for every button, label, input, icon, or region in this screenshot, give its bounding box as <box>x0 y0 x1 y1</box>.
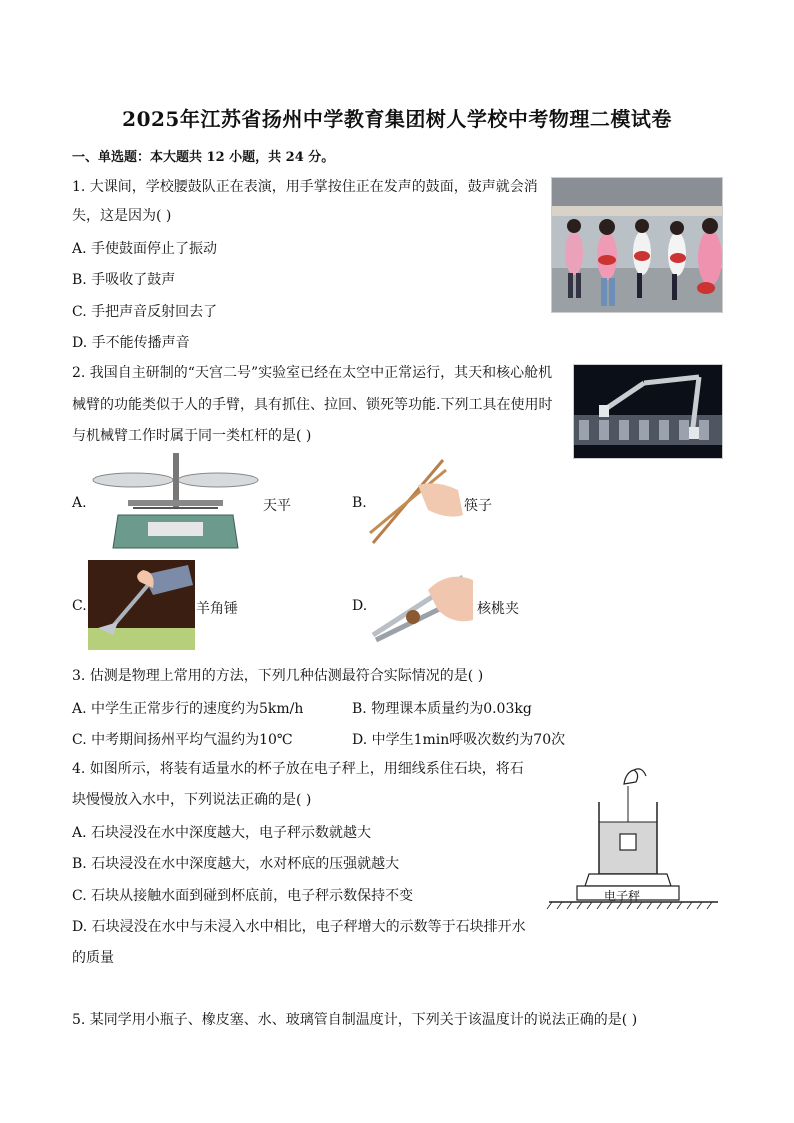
q2-option-b-label: 筷子 <box>464 498 492 514</box>
space-robot-arm-photo <box>573 364 723 459</box>
q2-option-c-letter: C. <box>72 598 87 614</box>
q4-option-b: B. 石块浸没在水中深度越大，水对杯底的压强就越大 <box>72 856 400 872</box>
chopsticks-image <box>368 455 464 550</box>
q4-line1: 4. 如图所示，将装有适量水的杯子放在电子秤上，用细线系住石块，将石 <box>72 761 524 777</box>
q3-option-d: D. 中学生1min呼吸次数约为70次 <box>352 732 566 748</box>
q4-option-d-continued: 的质量 <box>72 950 114 966</box>
q3-line1: 3. 估测是物理上常用的方法，下列几种估测最符合实际情况的是( ) <box>72 668 484 684</box>
q2-option-b-letter: B. <box>352 495 367 511</box>
q3-option-a: A. 中学生正常步行的速度约为5km/h <box>72 701 304 717</box>
q2-option-a-letter: A. <box>72 495 87 511</box>
claw-hammer-image <box>88 560 195 650</box>
q2-line2: 械臂的功能类似于人的手臂，具有抓住、拉回、锁死等功能.下列工具在使用时 <box>72 397 553 413</box>
section-heading: 一、单选题：本大题共 12 小题，共 24 分。 <box>72 150 335 165</box>
q2-option-d-label: 核桃夹 <box>477 601 519 617</box>
q1-line2: 失，这是因为( ) <box>72 208 172 224</box>
q1-option-b: B. 手吸收了鼓声 <box>72 272 176 288</box>
q4-option-a: A. 石块浸没在水中深度越大，电子秤示数就越大 <box>72 825 372 841</box>
q2-option-a-label: 天平 <box>263 498 291 514</box>
q4-option-d: D. 石块浸没在水中与未浸入水中相比，电子秤增大的示数等于石块排开水 <box>72 919 526 935</box>
drum-team-photo <box>551 177 723 313</box>
q2-line3: 与机械臂工作时属于同一类杠杆的是( ) <box>72 428 312 444</box>
balance-scale-image <box>88 450 263 553</box>
q4-line2: 块慢慢放入水中，下列说法正确的是( ) <box>72 792 312 808</box>
q1-option-a: A. 手使鼓面停止了振动 <box>72 241 218 257</box>
page-title: 2025年江苏省扬州中学教育集团树人学校中考物理二模试卷 <box>122 107 672 131</box>
q1-option-d: D. 手不能传播声音 <box>72 335 190 351</box>
q1-option-c: C. 手把声音反射回去了 <box>72 304 218 320</box>
q2-option-d-letter: D. <box>352 598 368 614</box>
q2-line1: 2. 我国自主研制的“天宫二号”实验室已经在太空中正常运行，其天和核心舱机 <box>72 365 553 381</box>
q3-option-c: C. 中考期间扬州平均气温约为10℃ <box>72 732 293 748</box>
scale-label: 电子秤 <box>604 889 641 903</box>
q4-option-c: C. 石块从接触水面到碰到杯底前，电子秤示数保持不变 <box>72 888 414 904</box>
q2-option-c-label: 羊角锤 <box>196 601 238 617</box>
q1-line1: 1. 大课间，学校腰鼓队正在表演，用手掌按住正在发声的鼓面，鼓声就会消 <box>72 179 538 195</box>
nutcracker-image <box>368 565 476 645</box>
q5-line1: 5. 某同学用小瓶子、橡皮塞、水、玻璃管自制温度计，下列关于该温度计的说法正确的是( ) <box>72 1012 638 1028</box>
q3-option-b: B. 物理课本质量约为0.03kg <box>352 701 532 717</box>
